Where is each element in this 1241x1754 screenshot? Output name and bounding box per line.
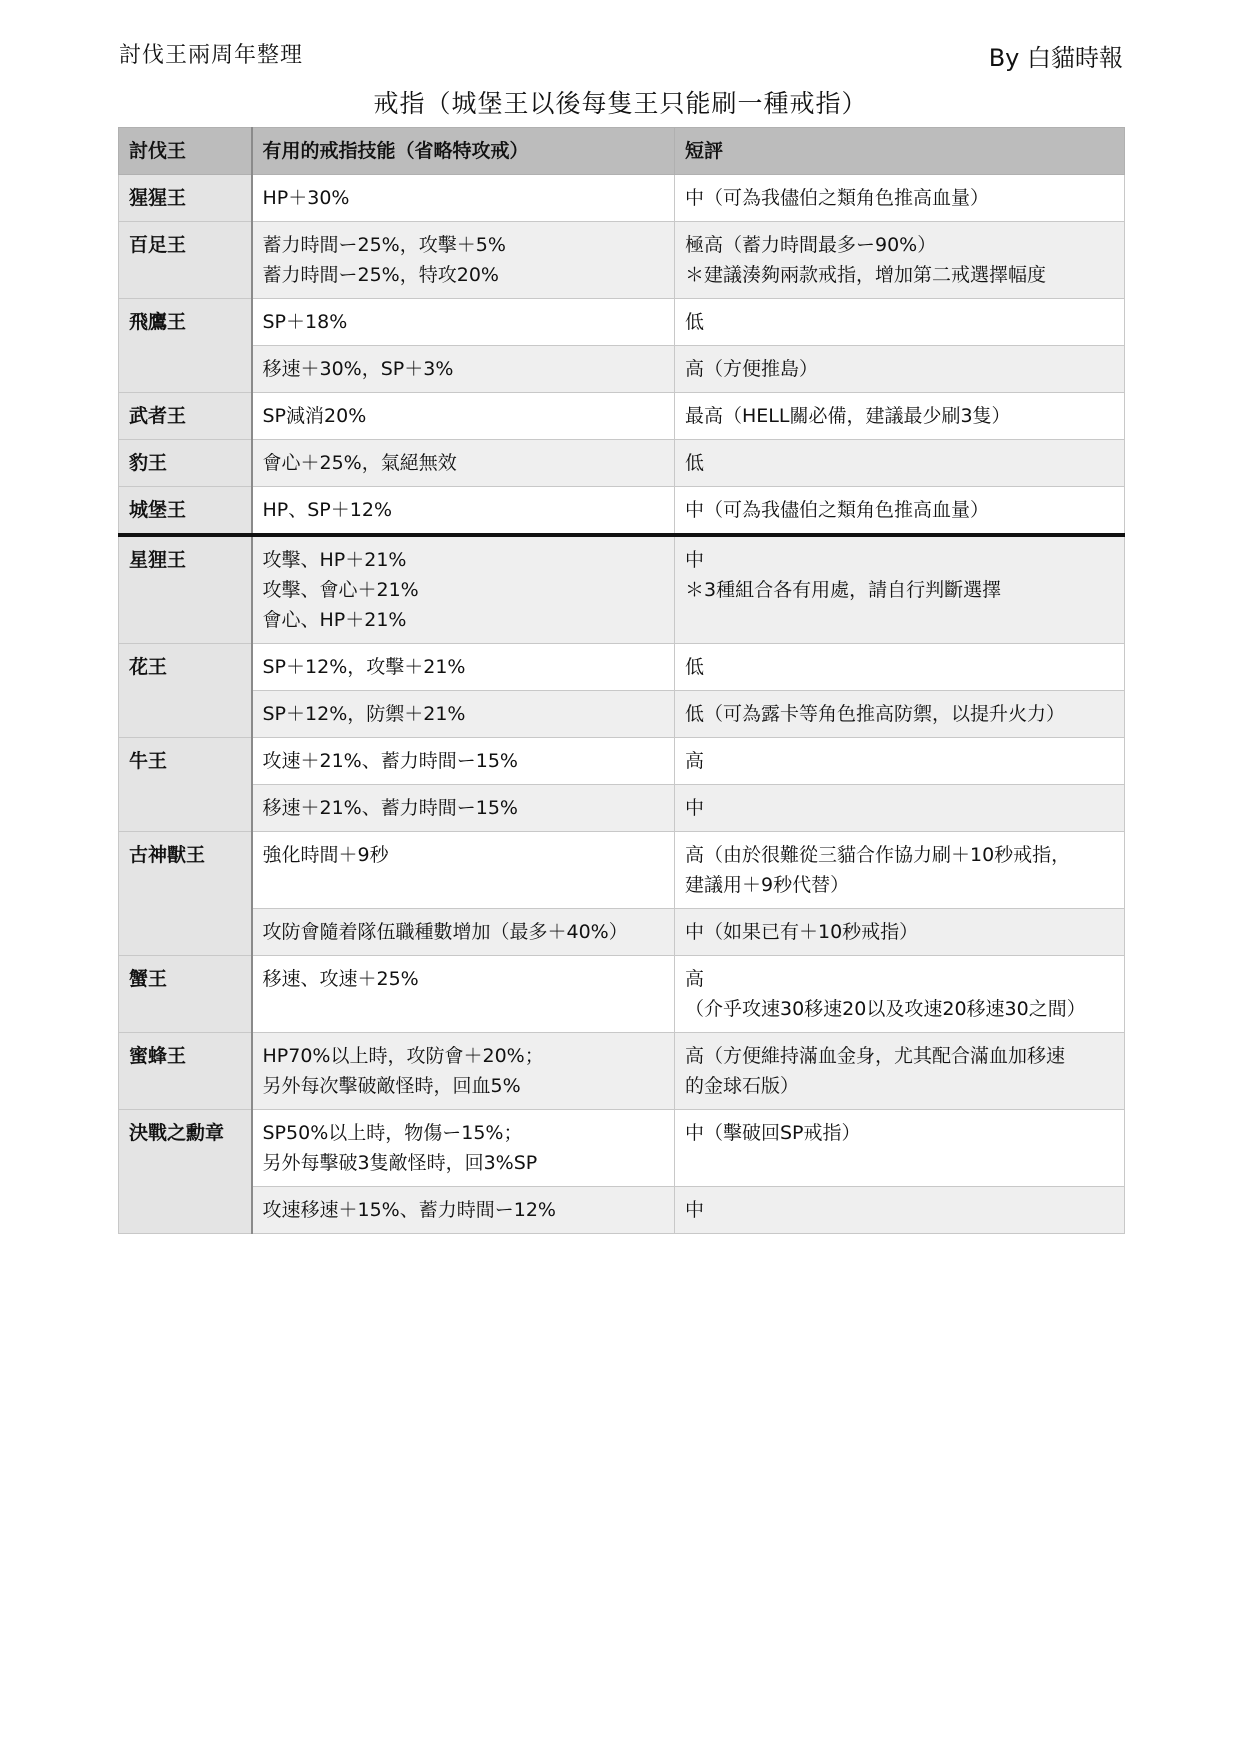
boss-name-cell: 蜜蜂王 [119,1033,252,1110]
comment-cell [675,909,1125,956]
ring-skill-cell [252,222,675,299]
table-row [119,738,1125,785]
boss-name-cell: 飛鷹王 [119,299,252,393]
comment-line: 中（可為我儘伯之類角色推高血量） [685,187,990,209]
ring-skill-line: SP減消20% [262,405,367,427]
ring-skill-cell [252,738,675,785]
ring-skill-line: 攻速移速＋15%、蓄力時間ー12% [262,1199,556,1221]
comment-cell [675,222,1125,299]
ring-skill-line: 會心、HP＋21% [262,609,407,631]
ring-skill-line: SP＋18% [262,311,348,333]
table-row [119,299,1125,346]
comment-line: 建議用＋9秒代替） [685,874,850,896]
comment-cell [675,691,1125,738]
comment-cell [675,175,1125,222]
comment-cell [675,346,1125,393]
comment-line: 中 [685,1199,705,1221]
comment-cell [675,1110,1125,1187]
ring-skill-line: 移速、攻速＋25% [262,968,419,990]
ring-skill-line: HP＋30% [262,187,350,209]
comment-line: 中 [685,549,705,571]
column-header-skill: 有用的戒指技能（省略特攻戒） [252,128,675,175]
ring-skill-line: 會心＋25%，氣絕無效 [262,452,457,474]
comment-line: 高（由於很難從三貓合作協力刷＋10秒戒指， [685,844,1071,866]
comment-line: 低 [685,452,705,474]
ring-skill-line: SP＋12%，攻擊＋21% [262,656,466,678]
comment-cell [675,487,1125,536]
ring-skill-cell [252,644,675,691]
table-row [119,346,1125,393]
ring-skill-cell [252,299,675,346]
ring-skill-line: 蓄力時間ー25%，攻擊＋5% [262,234,506,256]
ring-skill-cell [252,487,675,536]
table-row [119,393,1125,440]
ring-skill-line: 攻擊、會心＋21% [262,579,419,601]
ring-skill-line: 強化時間＋9秒 [262,844,389,866]
ring-skill-cell [252,175,675,222]
ring-skill-line: SP＋12%，防禦＋21% [262,703,466,725]
comment-cell [675,785,1125,832]
ring-skill-line: HP、SP＋12% [262,499,392,521]
comment-line: 低 [685,656,705,678]
table-row [119,956,1125,1033]
table-header-row [119,128,1125,175]
boss-name-cell: 猩猩王 [119,175,252,222]
comment-line: 中（擊破回SP戒指） [685,1122,861,1144]
boss-name-cell: 星狸王 [119,535,252,644]
column-header-boss: 討伐王 [119,128,252,175]
table-row [119,909,1125,956]
table-row [119,1033,1125,1110]
comment-line: 高（方便推島） [685,358,819,380]
page-title: 戒指（城堡王以後每隻王只能刷一種戒指） [373,89,868,118]
ring-skill-cell [252,1187,675,1234]
ring-skill-line: 蓄力時間ー25%，特攻20% [262,264,499,286]
boss-name-cell: 蟹王 [119,956,252,1033]
ring-skill-line: 攻防會隨着隊伍職種數增加（最多＋40%） [262,921,628,943]
comment-line: ＊建議湊夠兩款戒指，增加第二戒選擇幅度 [685,264,1047,286]
document-header-right: By 白貓時報 [988,44,1123,72]
comment-cell [675,535,1125,644]
ring-skill-line: SP50%以上時，物傷ー15%； [262,1122,523,1144]
ring-skill-cell [252,909,675,956]
comment-cell [675,832,1125,909]
ring-table [118,127,1125,1234]
ring-skill-cell [252,393,675,440]
comment-cell [675,1033,1125,1110]
comment-cell [675,440,1125,487]
ring-skill-cell [252,535,675,644]
comment-line: 中（可為我儘伯之類角色推高血量） [685,499,990,521]
ring-skill-line: 攻速＋21%、蓄力時間ー15% [262,750,518,772]
ring-skill-line: 攻擊、HP＋21% [262,549,407,571]
boss-name-cell: 花王 [119,644,252,738]
table-row [119,691,1125,738]
table-row [119,785,1125,832]
column-header-comment: 短評 [675,128,1125,175]
table-row [119,535,1125,644]
comment-line: 中（如果已有＋10秒戒指） [685,921,919,943]
ring-skill-line: 移速＋21%、蓄力時間ー15% [262,797,518,819]
comment-line: 高 [685,968,705,990]
comment-cell [675,1187,1125,1234]
comment-line: ＊3種組合各有用處，請自行判斷選擇 [685,579,1002,601]
ring-skill-cell [252,956,675,1033]
comment-line: （介乎攻速30移速20以及攻速20移速30之間） [685,998,1086,1020]
table-row [119,487,1125,536]
boss-name-cell: 武者王 [119,393,252,440]
ring-skill-cell [252,691,675,738]
ring-skill-cell [252,832,675,909]
ring-skill-cell [252,1033,675,1110]
table-row [119,1187,1125,1234]
boss-name-cell: 牛王 [119,738,252,832]
ring-skill-line: HP70%以上時，攻防會＋20%； [262,1045,544,1067]
comment-cell [675,393,1125,440]
comment-line: 高（方便維持滿血金身，尤其配合滿血加移速 [685,1045,1066,1067]
table-row [119,644,1125,691]
ring-skill-cell [252,440,675,487]
comment-cell [675,956,1125,1033]
boss-name-cell: 決戰之勳章 [119,1110,252,1234]
boss-name-cell: 古神獸王 [119,832,252,956]
comment-line: 極高（蓄力時間最多ー90%） [685,234,937,256]
document-header-left: 討伐王兩周年整理 [119,43,304,68]
table-row [119,440,1125,487]
comment-cell [675,644,1125,691]
comment-line: 最高（HELL關必備，建議最少刷3隻） [685,405,1011,427]
ring-skill-cell [252,1110,675,1187]
ring-skill-line: 移速＋30%，SP＋3% [262,358,454,380]
ring-skill-line: 另外每次擊破敵怪時，回血5% [262,1075,521,1097]
boss-name-cell: 城堡王 [119,487,252,536]
comment-cell [675,738,1125,785]
comment-line: 中 [685,797,705,819]
comment-line: 低（可為露卡等角色推高防禦，以提升火力） [685,703,1066,725]
ring-skill-cell [252,346,675,393]
ring-skill-cell [252,785,675,832]
boss-name-cell: 百足王 [119,222,252,299]
table-row [119,175,1125,222]
comment-line: 的金球石版） [685,1075,800,1097]
boss-name-cell: 豹王 [119,440,252,487]
table-row [119,832,1125,909]
comment-line: 低 [685,311,705,333]
comment-cell [675,299,1125,346]
table-row [119,222,1125,299]
table-row [119,1110,1125,1187]
ring-skill-line: 另外每擊破3隻敵怪時，回3%SP [262,1152,538,1174]
comment-line: 高 [685,750,705,772]
